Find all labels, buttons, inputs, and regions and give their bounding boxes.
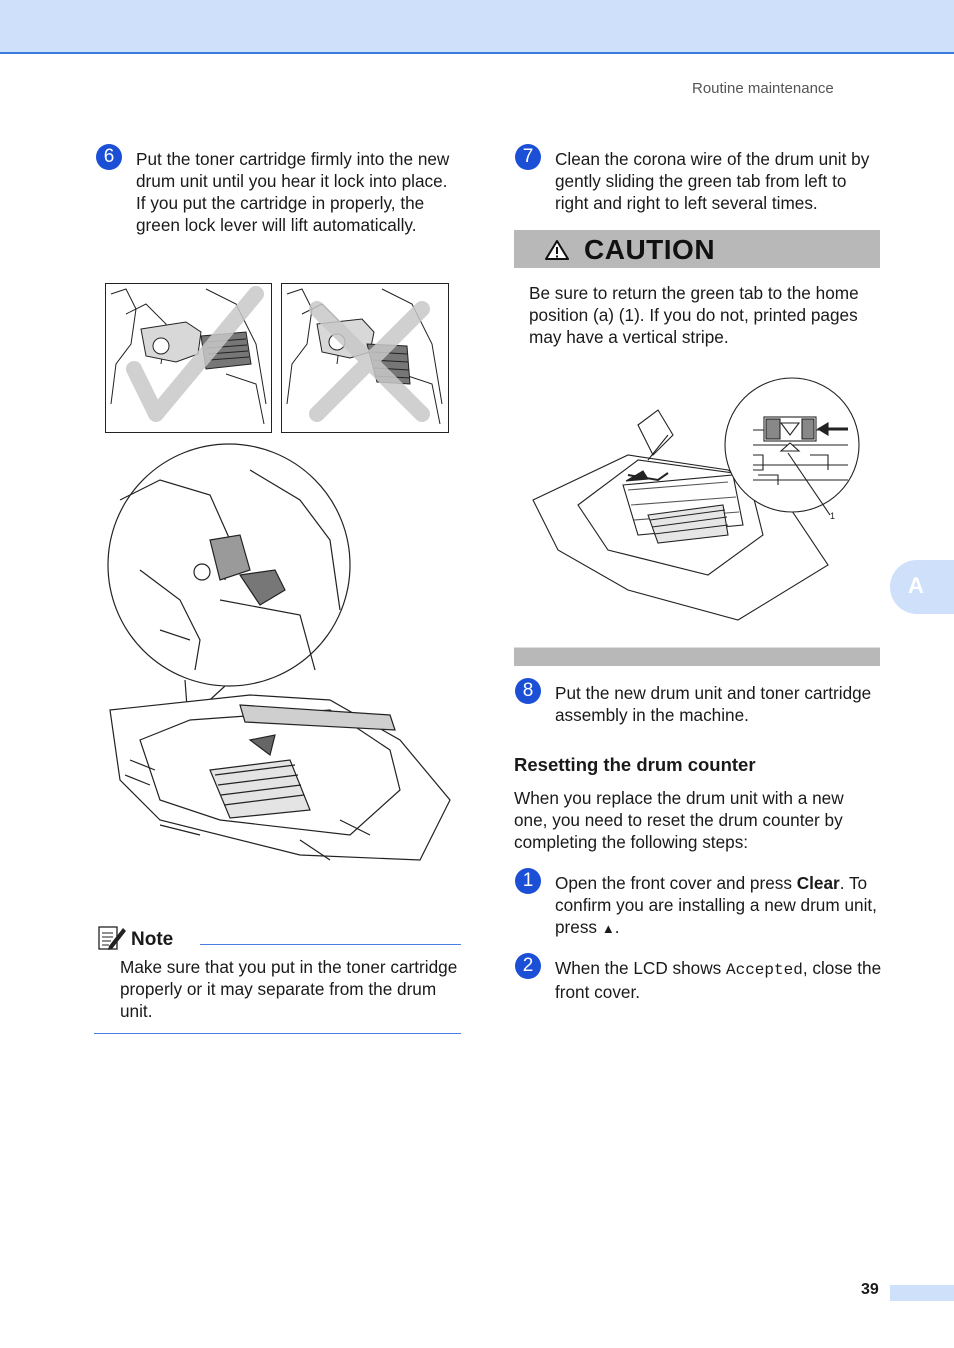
illustration-corona-wire — [528, 375, 868, 625]
note-bottom-rule — [94, 1033, 461, 1034]
step-2-text-a: When the LCD shows — [555, 958, 726, 978]
step-1-text-a: Open the front cover and press — [555, 873, 797, 893]
step-7-number: 7 — [515, 144, 541, 170]
step-6-text: Put the toner cartridge firmly into the new drum unit until you hear it lock into place. If you put the cartridge in properly, the green lock lever will lift automatically. — [136, 149, 450, 235]
step-1-number: 1 — [515, 868, 541, 894]
note-top-rule — [200, 944, 461, 945]
page-number: 39 — [861, 1281, 879, 1298]
note-pencil-icon — [97, 924, 127, 952]
step-1-text — [555, 872, 885, 940]
step-8-number: 8 — [515, 678, 541, 704]
up-arrow-key: ▲ — [601, 921, 615, 936]
illustration-drum-assembly — [100, 440, 460, 900]
lcd-message: Accepted — [726, 961, 803, 979]
caution-text: Be sure to return the green tab to the home position (a) (1). If you do not, printed pages may have a vertical stripe. — [529, 283, 859, 347]
figure-incorrect-install — [281, 283, 449, 433]
illustration-correct — [106, 284, 271, 432]
figure-drum-assembly — [100, 440, 460, 900]
clear-key-label: Clear — [796, 873, 840, 893]
step-8-text: Put the new drum unit and toner cartridge assembly in the machine. — [555, 683, 872, 725]
step-2-number: 2 — [515, 953, 541, 979]
appendix-tab-label: A — [908, 573, 924, 598]
illustration-incorrect — [282, 284, 448, 432]
step-7-text: Clean the corona wire of the drum unit by gently sliding the green tab from left to right and right to left several times. — [555, 149, 870, 213]
warning-triangle-icon — [545, 239, 569, 261]
footer-band — [890, 1285, 954, 1301]
figure-corona-wire — [528, 375, 868, 625]
header-band — [0, 0, 954, 54]
step-1-text-b: . To confirm you are installing a new drum unit, press — [555, 873, 877, 937]
caution-title: CAUTION — [584, 234, 716, 265]
running-header: Routine maintenance — [692, 80, 834, 97]
step-1-text-c: . — [614, 917, 620, 937]
caution-footer-bar — [514, 647, 880, 666]
section-heading: Resetting the drum counter — [514, 754, 756, 775]
step-2-text — [555, 957, 885, 1003]
step-2-text-b: , close the front cover. — [555, 958, 882, 1002]
note-text: Make sure that you put in the toner cartridge properly or it may separate from the drum unit. — [120, 957, 458, 1021]
note-title: Note — [131, 929, 174, 950]
callout-label-1: 1 — [830, 511, 836, 521]
figure-correct-install — [105, 283, 272, 433]
appendix-tab — [890, 560, 954, 614]
step-6-number: 6 — [96, 144, 122, 170]
section-intro: When you replace the drum unit with a new one, you need to reset the drum counter by completing the following steps: — [514, 788, 844, 852]
